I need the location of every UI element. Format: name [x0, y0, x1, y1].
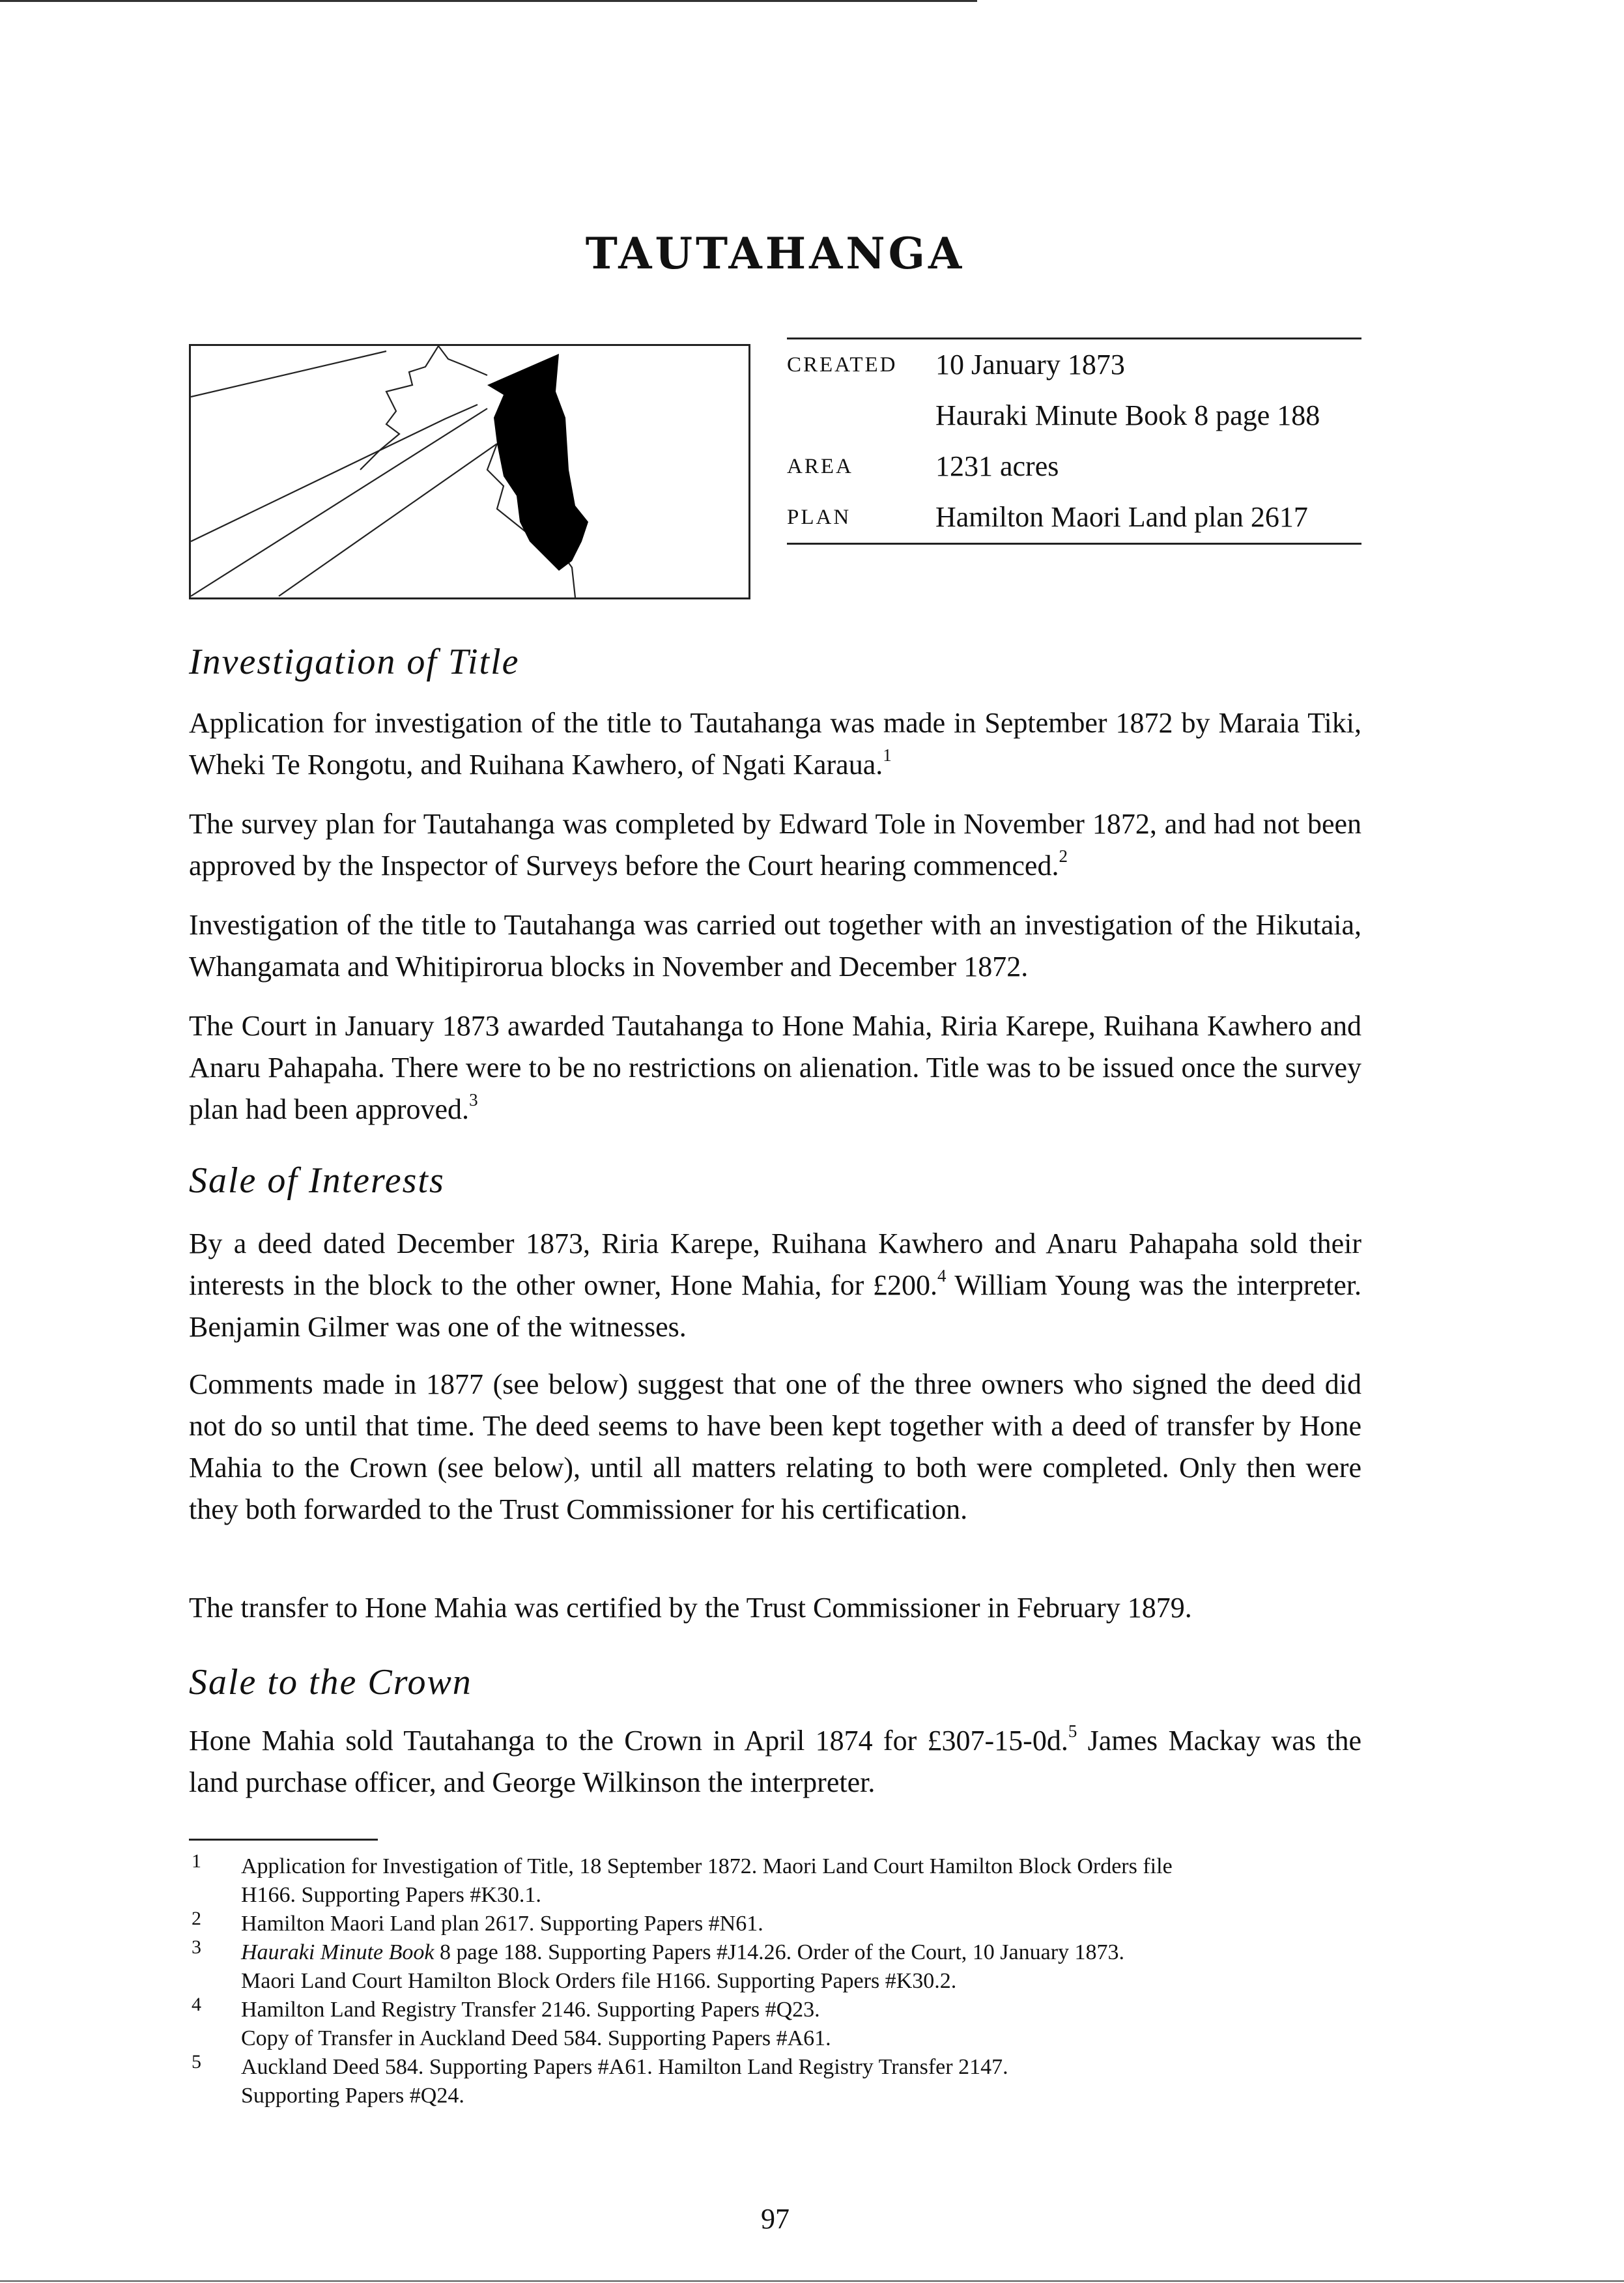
location-map — [189, 344, 750, 599]
created-source-row — [787, 390, 1361, 441]
footnote-line: H166. Supporting Papers #K30.1. — [241, 1883, 541, 1907]
footnote-line: Hamilton Maori Land plan 2617. Supporting Papers #N61. — [241, 1912, 763, 1936]
footnote-ref: 1 — [883, 745, 892, 766]
footnote-number: 5 — [192, 2051, 201, 2073]
footnote-number: 4 — [192, 1994, 201, 2015]
footnote-line: Hamilton Land Registry Transfer 2146. Supporting Papers #Q23. — [241, 1998, 820, 2022]
created-row — [787, 339, 1361, 390]
footnote-number: 2 — [192, 1908, 201, 1929]
footnote-rule — [189, 1839, 378, 1841]
block-shape — [487, 354, 588, 571]
map-drawing — [191, 346, 748, 597]
area-label: AREA — [787, 455, 853, 478]
paragraph: Investigation of the title to Tautahanga was carried out together with an investigation of the Hikutaia, Whangamata and Whitipirorua blocks in November and December 1872. — [189, 909, 1361, 983]
boundary-line — [191, 351, 386, 397]
footnote-ref: 5 — [1068, 1721, 1077, 1742]
paragraph: The transfer to Hone Mahia was certified by the Trust Commissioner in February 1879. — [189, 1592, 1192, 1624]
footnote-line: Auckland Deed 584. Supporting Papers #A61. Hamilton Land Registry Transfer 2147. — [241, 2055, 1008, 2079]
section-heading: Sale of Interests — [189, 1160, 445, 1201]
footnote-number: 3 — [192, 1936, 201, 1958]
page-number: 97 — [761, 2203, 790, 2235]
paragraph: The Court in January 1873 awarded Tautahanga to Hone Mahia, Riria Karepe, Ruihana Kawhero and Anaru Pahapaha. There were to be no restrictions on alienation. Title was to be issued once the survey plan had been approved.$^3$ — [189, 1010, 1361, 1125]
facts-bottom-rule — [787, 543, 1361, 545]
block-facts — [787, 337, 1361, 545]
bottom-edge-line — [0, 2280, 1624, 2282]
footnote-line: Copy of Transfer in Auckland Deed 584. Supporting Papers #A61. — [241, 2026, 831, 2050]
area-row — [787, 441, 1361, 492]
boundary-line — [191, 409, 487, 596]
paragraph: Application for investigation of the title to Tautahanga was made in September 1872 by Maraia Tiki, Wheki Te Rongotu, and Ruihana Kawhero, of Ngati Karaua.$^1$ — [189, 707, 1361, 781]
paragraph: Hone Mahia sold Tautahanga to the Crown in April 1874 for £307-15-0d.$^5$ James Mackay was the land purchase officer, and George Wilkinson the interpreter. — [189, 1721, 1361, 1798]
footnote-ref: 4 — [937, 1266, 947, 1286]
section-heading: Investigation of Title — [189, 642, 520, 682]
created-date: 10 January 1873 — [935, 349, 1125, 380]
footnote-ref: 3 — [469, 1090, 478, 1110]
footnote-ref: 2 — [1059, 846, 1068, 867]
footnote-line: Supporting Papers #Q24. — [241, 2084, 464, 2108]
plan-label: PLAN — [787, 506, 851, 529]
plan-row — [787, 492, 1361, 543]
paragraph: The survey plan for Tautahanga was completed by Edward Tole in November 1872, and had not been approved by the Inspector of Surveys before the Court hearing commenced.$^2$ — [189, 808, 1361, 882]
top-edge-line — [0, 0, 977, 2]
coastline — [438, 346, 487, 375]
boundary-line — [191, 405, 477, 541]
section-heading: Sale to the Crown — [189, 1662, 472, 1702]
paragraph: Comments made in 1877 (see below) suggest that one of the three owners who signed the deed did not do so until that time. The deed seems to have been kept together with a deed of transfer by Hone Mahia to the Crown (see below), until all matters relating to both were completed. Only then were they both forwarded to the Trust Commissioner for his certification. — [189, 1368, 1361, 1525]
footnote-line: Maori Land Court Hamilton Block Orders file H166. Supporting Papers #K30.2. — [241, 1969, 957, 1993]
page-title: TAUTAHANGA — [585, 228, 965, 279]
created-label: CREATED — [787, 353, 898, 377]
paragraph: By a deed dated December 1873, Riria Karepe, Ruihana Kawhero and Anaru Pahapaha sold their interests in the block to the other owner, Hone Mahia, for £200.$^4$ William Young was the interpreter. Benjamin Gilmer was one of the witnesses. — [189, 1228, 1361, 1343]
footnote-line: Hauraki Minute Book 8 page 188. Supporting Papers #J14.26. Order of the Court, 10 January 1873. — [241, 1940, 1125, 1964]
footnote-number: 1 — [192, 1850, 201, 1872]
plan-value: Hamilton Maori Land plan 2617 — [935, 501, 1308, 533]
area-value: 1231 acres — [935, 450, 1059, 482]
coastline — [360, 346, 438, 470]
created-source: Hauraki Minute Book 8 page 188 — [935, 399, 1320, 431]
footnote-line: Application for Investigation of Title, 18 September 1872. Maori Land Court Hamilton Block Orders file — [241, 1854, 1173, 1878]
